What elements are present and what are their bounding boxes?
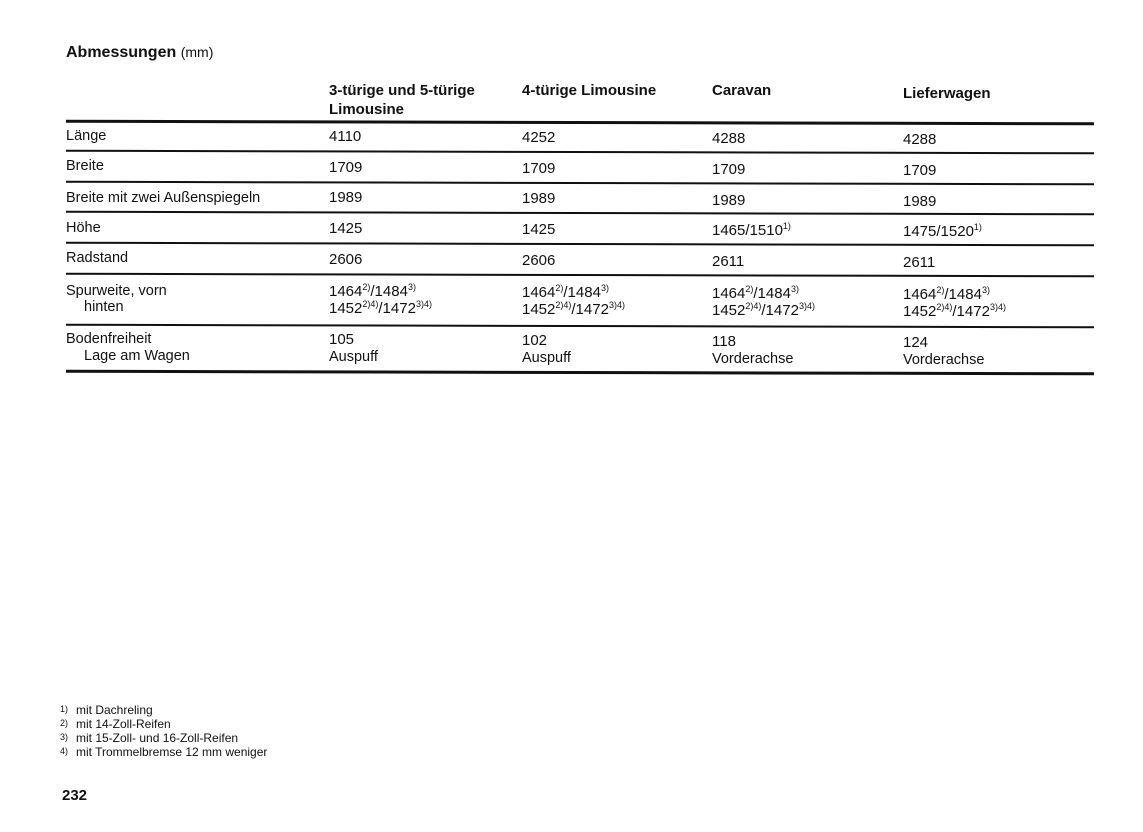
row-divider bbox=[66, 324, 1094, 329]
row-label-spurweite: Spurweite, vorn bbox=[66, 283, 167, 299]
cell-breite-4: 1709 bbox=[903, 162, 937, 179]
row-divider bbox=[66, 273, 1094, 278]
cell-spur-hinten-4: $1452^{2)4)}/1472^{3)4)}$ bbox=[903, 302, 1006, 320]
column-header-4: Lieferwagen bbox=[903, 85, 991, 102]
cell-radstand-4: 2611 bbox=[903, 254, 936, 271]
column-header-3: Caravan bbox=[712, 82, 772, 99]
row-label-hinten: hinten bbox=[84, 299, 124, 315]
footnote-1: 1) mit Dachreling bbox=[60, 703, 153, 717]
cell-laenge-3: 4288 bbox=[712, 130, 746, 147]
cell-breite-spiegel-4: 1989 bbox=[903, 193, 937, 210]
cell-lage-3: Vorderachse bbox=[712, 351, 794, 367]
row-divider bbox=[66, 150, 1094, 155]
row-label-laenge: Länge bbox=[66, 128, 107, 144]
cell-radstand-3: 2611 bbox=[712, 253, 745, 270]
row-divider bbox=[66, 181, 1094, 186]
cell-hoehe-4: 1475/1520$^{1)}$ bbox=[903, 222, 982, 240]
cell-spur-hinten-1: $1452^{2)4)}/1472^{3)4)}$ bbox=[329, 299, 432, 317]
cell-hoehe-2: 1425 bbox=[522, 221, 556, 238]
row-label-hoehe: Höhe bbox=[66, 220, 101, 236]
cell-hoehe-3: 1465/1510$^{1)}$ bbox=[712, 221, 791, 239]
cell-breite-3: 1709 bbox=[712, 161, 746, 178]
column-header-1: 3-türige und 5-türige Limousine bbox=[329, 82, 475, 118]
row-label-bodenfreiheit: Bodenfreiheit bbox=[66, 331, 152, 347]
cell-lage-2: Auspuff bbox=[522, 350, 571, 366]
table-bottom-rule bbox=[66, 370, 1094, 376]
cell-breite-2: 1709 bbox=[522, 160, 556, 177]
page-number: 232 bbox=[62, 787, 88, 804]
header-rule bbox=[66, 120, 1094, 126]
cell-breite-spiegel-1: 1989 bbox=[329, 189, 363, 206]
cell-boden-3: 118 bbox=[712, 333, 736, 350]
row-label-breite: Breite bbox=[66, 158, 104, 174]
cell-breite-spiegel-3: 1989 bbox=[712, 192, 746, 209]
cell-spur-vorn-2: 1464$^{2)}$/1484$^{3)}$ bbox=[522, 283, 609, 301]
cell-boden-4: 124 bbox=[903, 334, 929, 351]
cell-laenge-1: 4110 bbox=[329, 128, 362, 145]
footnote-4: 4) mit Trommelbremse 12 mm weniger bbox=[60, 745, 268, 759]
cell-spur-vorn-1: 1464$^{2)}$/1484$^{3)}$ bbox=[329, 282, 416, 300]
footnote-3: 3) mit 15-Zoll- und 16-Zoll-Reifen bbox=[60, 731, 239, 745]
cell-lage-4: Vorderachse bbox=[903, 352, 985, 368]
footnote-ref: 1) bbox=[973, 222, 982, 232]
title-main: Abmessungen bbox=[66, 44, 177, 61]
cell-hoehe-1: 1425 bbox=[329, 220, 363, 237]
cell-radstand-2: 2606 bbox=[522, 252, 556, 269]
title-unit: (mm) bbox=[180, 44, 214, 60]
cell-laenge-4: 4288 bbox=[903, 131, 937, 148]
cell-lage-1: Auspuff bbox=[329, 349, 378, 365]
cell-spur-hinten-2: $1452^{2)4)}/1472^{3)4)}$ bbox=[522, 300, 625, 318]
row-divider bbox=[66, 242, 1094, 247]
cell-boden-1: 105 bbox=[329, 331, 355, 348]
cell-spur-vorn-4: 1464$^{2)}$/1484$^{3)}$ bbox=[903, 285, 990, 303]
cell-spur-hinten-3: $1452^{2)4)}/1472^{3)4)}$ bbox=[712, 301, 815, 319]
footnote-2: 2) mit 14-Zoll-Reifen bbox=[60, 717, 171, 731]
footnote-ref: 1) bbox=[782, 221, 791, 231]
cell-breite-spiegel-2: 1989 bbox=[522, 190, 556, 207]
row-label-lage: Lage am Wagen bbox=[84, 348, 190, 364]
row-label-breite-spiegel: Breite mit zwei Außenspiegeln bbox=[66, 190, 261, 206]
page-title bbox=[66, 44, 213, 62]
cell-boden-2: 102 bbox=[522, 332, 548, 349]
cell-spur-vorn-3: 1464$^{2)}$/1484$^{3)}$ bbox=[712, 284, 799, 302]
cell-breite-1: 1709 bbox=[329, 159, 363, 176]
column-header-2: 4-türige Limousine bbox=[522, 82, 657, 99]
row-divider bbox=[66, 211, 1094, 216]
cell-radstand-1: 2606 bbox=[329, 251, 363, 268]
row-label-radstand: Radstand bbox=[66, 250, 129, 266]
cell-laenge-2: 4252 bbox=[522, 129, 556, 146]
